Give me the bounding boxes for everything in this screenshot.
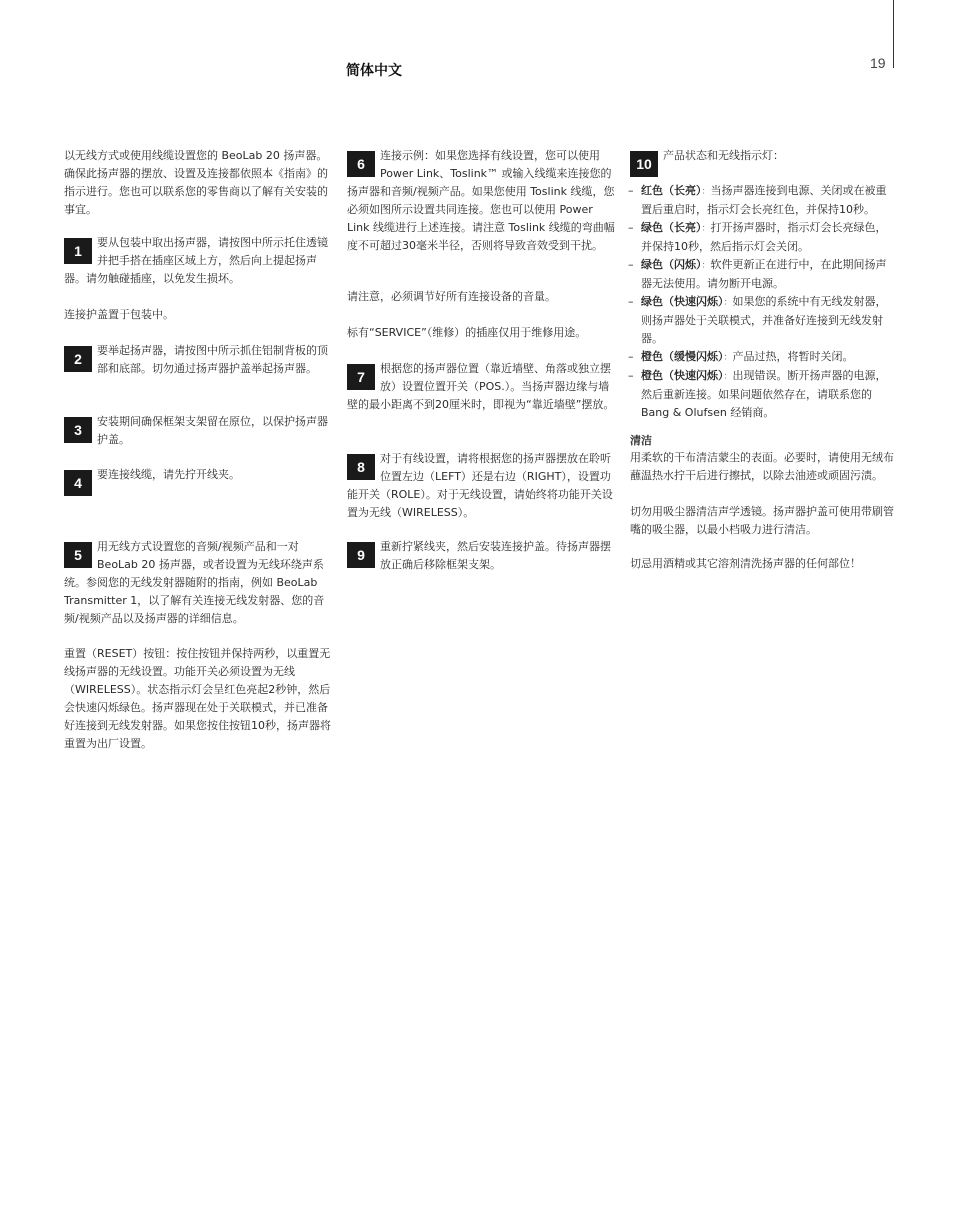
step-text: 用无线方式设置您的音频/视频产品和一对 BeoLab 20 扬声器，或者设置为无线环绕声系统。参阅您的无线发射器随附的指南，例如 BeoLab Transmitter 1，以了解有关连接无线发射器、您的音频/视频产品以及扬声器的详细信息。	[64, 540, 325, 625]
status-description: 产品过热，将暂时关闭。	[732, 350, 854, 363]
status-label: 橙色（快速闪烁）	[641, 369, 724, 382]
cleaning-heading: 清洁	[630, 434, 652, 447]
status-description: 打开扬声器时，指示灯会长亮绿色，并保持10秒，然后指示灯会关闭。	[641, 221, 887, 253]
reset-paragraph: 重置（RESET）按钮：按住按钮并保持两秒，以重置无线扬声器的无线设置。功能开关必须设置为无线（WIRELESS）。状态指示灯会呈红色亮起2秒钟，然后会快速闪烁绿色。扬声器现在处于关联模式，并已准备好连接到无线发射器。如果您按住按钮10秒，扬声器将重置为出厂设置。	[64, 647, 331, 750]
status-separator: ：	[701, 261, 711, 271]
step-text: 要从包装中取出扬声器，请按图中所示托住透镜并把手搭在插座区域上方，然后向上提起扬声器。请勿触碰插座，以免发生损坏。	[64, 236, 328, 285]
step-9	[347, 538, 615, 574]
status-item	[630, 182, 896, 219]
step-10	[630, 147, 896, 179]
status-indicator-list	[630, 182, 896, 422]
step-text: 安装期间确保框架支架留在原位，以保护扬声器护盖。	[97, 415, 328, 446]
step-7	[347, 360, 615, 414]
page-rule	[893, 0, 894, 68]
step-2	[64, 342, 332, 378]
intro-paragraph: 以无线方式或使用线缆设置您的 BeoLab 20 扬声器。确保此扬声器的摆放、设置及连接都依照本《指南》的指示进行。您也可以联系您的零售商以了解有关安装的事宜。	[64, 149, 328, 216]
step-number-badge: 3	[64, 417, 92, 443]
cleaning-text-2: 切勿用吸尘器清洁声学透镜。扬声器护盖可使用带刷管嘴的吸尘器，以最小档吸力进行清洁。	[630, 505, 894, 536]
step-number-badge: 5	[64, 542, 92, 568]
status-label: 绿色（长亮）	[641, 221, 702, 234]
status-dash: –	[628, 184, 634, 197]
step-text: 要举起扬声器，请按图中所示抓住铝制背板的顶部和底部。切勿通过扬声器护盖举起扬声器。	[97, 344, 328, 375]
status-description: 如果您的系统中有无线发射器，则扬声器处于关联模式，并准备好连接到无线发射器。	[641, 295, 887, 345]
step-text: 根据您的扬声器位置（靠近墙壁、角落或独立摆放）设置位置开关（POS.）。当扬声器边缘与墙壁的最小距离不到20厘米时，即视为“靠近墙壁”摆放。	[347, 362, 615, 411]
status-item	[630, 367, 896, 422]
volume-note: 请注意，必须调节好所有连接设备的音量。	[347, 290, 556, 303]
step-number-badge: 6	[347, 151, 375, 177]
step-5	[64, 538, 332, 628]
status-item	[630, 293, 896, 348]
step-1	[64, 234, 332, 288]
status-dash: –	[628, 369, 634, 382]
status-dash: –	[628, 295, 634, 308]
language-title: 简体中文	[346, 63, 402, 79]
step-number-badge: 9	[347, 542, 375, 568]
status-label: 绿色（闪烁）	[641, 258, 702, 271]
status-item	[630, 256, 896, 293]
step-text: 对于有线设置，请将根据您的扬声器摆放在聆听位置左边（LEFT）还是右边（RIGHT），设置功能开关（ROLE）。对于无线设置，请始终将功能开关设置为无线（WIRELESS）。	[347, 452, 613, 519]
status-separator: ：	[701, 224, 711, 234]
status-separator: ：	[701, 187, 711, 197]
step-text: 连接示例：如果您选择有线设置，您可以使用 Power Link、Toslink™ 或输入线缆来连接您的扬声器和音频/视频产品。如果您使用 Toslink 线缆，您必须如图所示设置共同连接。您也可以使用 Power Link 线缆进行上述连接。请注意 Toslink 线缆的弯曲幅度不可超过30毫米半径，否则将导致音效受到干扰。	[347, 149, 615, 252]
status-separator: ：	[723, 298, 733, 308]
step-number-badge: 1	[64, 238, 92, 264]
status-dash: –	[628, 350, 634, 363]
step-number-badge: 4	[64, 470, 92, 496]
step-number-badge: 2	[64, 346, 92, 372]
step-text: 要连接线缆，请先拧开线夹。	[97, 468, 240, 481]
status-label: 绿色（快速闪烁）	[641, 295, 724, 308]
page-number: 19	[870, 55, 886, 71]
step-4	[64, 466, 332, 498]
status-description: 软件更新正在进行中，在此期间扬声器无法使用。请勿断开电源。	[641, 258, 887, 290]
step-6	[347, 147, 615, 255]
step-8	[347, 450, 615, 522]
step-number-badge: 10	[630, 151, 658, 177]
service-note: 标有“SERVICE”（维修）的插座仅用于维修用途。	[347, 326, 587, 339]
status-description: 出现错误。断开扬声器的电源，然后重新连接。如果问题依然存在，请联系您的 Bang & Olufsen 经销商。	[641, 369, 887, 419]
cleaning-warning: 切忌用酒精或其它溶剂清洗扬声器的任何部位！	[630, 557, 861, 570]
cleaning-text-1: 用柔软的干布清洁蒙尘的表面。必要时，请使用无绒布蘸温热水拧干后进行擦拭，以除去油迹或顽固污渍。	[630, 451, 894, 482]
status-separator: ：	[723, 372, 733, 382]
status-separator: ：	[723, 353, 733, 363]
status-label: 红色（长亮）	[641, 184, 702, 197]
status-dash: –	[628, 221, 634, 234]
status-dash: –	[628, 258, 634, 271]
status-label: 橙色（缓慢闪烁）	[641, 350, 724, 363]
step-number-badge: 8	[347, 454, 375, 480]
cover-note: 连接护盖置于包装中。	[64, 308, 174, 321]
status-description: 当扬声器连接到电源、关闭或在被重置后重启时，指示灯会长亮红色，并保持10秒。	[641, 184, 887, 216]
step-text: 产品状态和无线指示灯：	[663, 149, 784, 162]
step-3	[64, 413, 332, 449]
status-item	[630, 348, 896, 367]
step-number-badge: 7	[347, 364, 375, 390]
status-item	[630, 219, 896, 256]
step-text: 重新拧紧线夹，然后安装连接护盖。待扬声器摆放正确后移除框架支架。	[380, 540, 611, 571]
